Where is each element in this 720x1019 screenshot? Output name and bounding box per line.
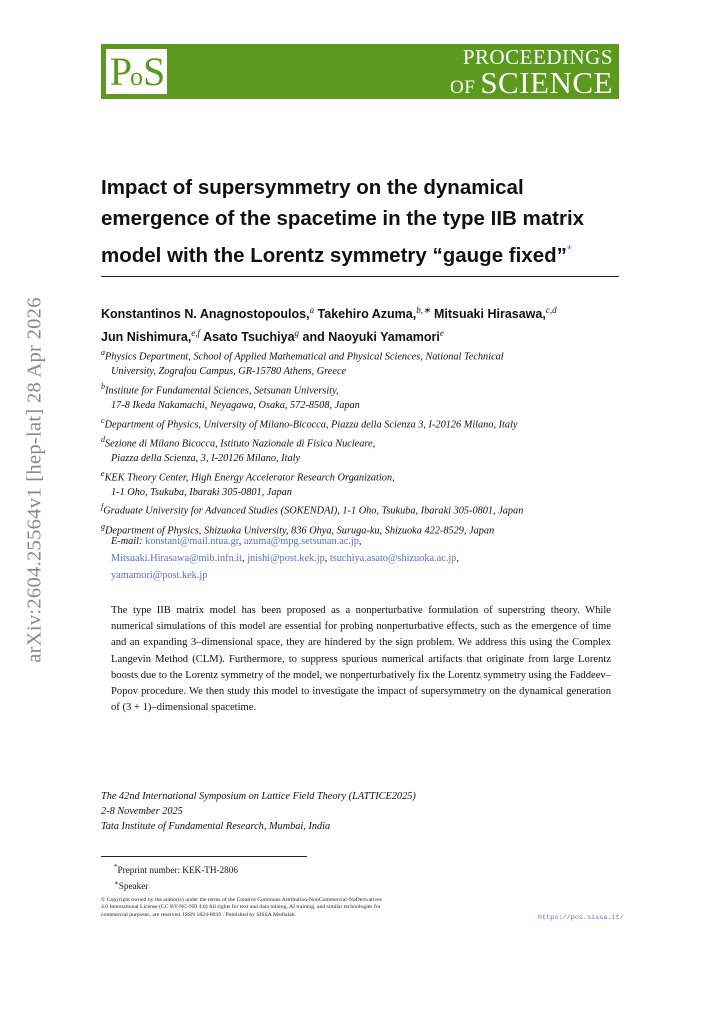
affil-text: 17-8 Ikeda Nakamachi, Neyagawa, Osaka, 572-8508, Japan — [111, 399, 360, 411]
author-name: Jun Nishimura, — [101, 330, 192, 345]
conference-venue: Tata Institute of Fundamental Research, Mumbai, India — [101, 821, 331, 832]
logo-letter-s: S — [143, 48, 164, 94]
pos-logo — [104, 47, 169, 96]
footnotes — [114, 861, 514, 892]
footnote-mark: ∗ — [114, 878, 119, 887]
email-link[interactable]: yamamori@post.kek.jp — [111, 570, 208, 581]
author-name: Asato Tsuchiya — [203, 330, 295, 345]
email-link[interactable]: konstant@mail.ntua.gr — [145, 536, 239, 547]
affil-mark: b — [101, 381, 105, 391]
author-name: Takehiro Azuma, — [317, 307, 417, 322]
footnote — [114, 861, 514, 877]
email-block — [111, 533, 621, 584]
affiliation — [101, 346, 631, 380]
footnote-divider — [101, 856, 307, 857]
affil-text: Institute for Fundamental Sciences, Setsunan University, — [105, 385, 339, 397]
affil-mark: f — [101, 502, 104, 512]
email-label: E-mail: — [111, 536, 143, 547]
footnote-mark: * — [114, 863, 118, 871]
title-line: Impact of supersymmetry on the dynamical — [101, 176, 524, 199]
author-affil-mark: e — [439, 328, 444, 339]
affil-text: 1-1 Oho, Tsukuba, Ibaraki 305-0801, Japan — [111, 486, 292, 498]
copyright-line: 4.0 International License (CC BY-NC-ND 4.0) All rights for text and data mining, AI training, and similar technologies for — [101, 904, 381, 911]
affil-text: Sezione di Milano Bicocca, Istituto Nazionale di Fisica Nucleare, — [105, 438, 376, 450]
author-affil-mark: a — [309, 305, 315, 315]
affil-mark: a — [101, 348, 105, 357]
brand-of: OF — [450, 77, 476, 98]
brand-line-science — [450, 65, 613, 101]
affil-mark: e — [101, 468, 105, 478]
title-divider — [101, 276, 619, 277]
affiliation — [101, 467, 631, 501]
author-affil-mark: e,f — [191, 328, 201, 339]
author-line — [101, 301, 631, 324]
affil-text: Physics Department, School of Applied Mathematical and Physical Sciences, National Technical — [105, 351, 504, 363]
footnote-text: Preprint number: KEK-TH-2806 — [117, 865, 238, 876]
brand-line-proceedings: PROCEEDINGS — [462, 45, 613, 69]
email-link[interactable]: azuma@mpg.setsunan.ac.jp — [243, 536, 359, 547]
affil-text: Graduate University for Advanced Studies (SOKENDAI), 1-1 Oho, Tsukuba, Ibaraki 305-0801, Japan — [103, 505, 524, 517]
copyright-notice — [101, 897, 481, 919]
conference-info — [101, 789, 601, 834]
author-affil-mark: g — [294, 328, 300, 339]
affil-text: Piazza della Scienza, 3, I-20126 Milano, Italy — [111, 452, 301, 464]
author-name: Mitsuaki Hirasawa, — [433, 307, 546, 322]
affil-text: Department of Physics, University of Milano-Bicocca, Piazza della Scienza 3, I-20126 Milano, Italy — [104, 419, 518, 431]
affil-mark: d — [101, 434, 105, 444]
email-link[interactable]: jnishi@post.kek.jp — [247, 553, 325, 564]
brand-science: SCIENCE — [480, 65, 613, 100]
paper-title — [101, 172, 619, 271]
email-link[interactable]: Mitsuaki.Hirasawa@mib.infn.it — [111, 553, 243, 564]
affiliation — [101, 433, 631, 467]
email-line: Mitsuaki.Hirasawa@mib.infn.it, jnishi@post.kek.jp, tsuchiya.asato@shizuoka.ac.jp, — [111, 553, 459, 564]
arxiv-side-stamp: arXiv:2604.25564v1 [hep-lat] 28 Apr 2026 — [23, 297, 46, 663]
logo-letter-p: P — [109, 48, 130, 94]
pos-header-banner — [101, 44, 619, 99]
affiliation — [101, 414, 631, 433]
pos-url-link[interactable]: https://pos.sissa.it/ — [538, 914, 624, 922]
author-name: Naoyuki Yamamori — [328, 330, 440, 345]
affiliation — [101, 500, 631, 519]
author-name: Konstantinos N. Anagnostopoulos, — [101, 307, 310, 322]
title-line — [101, 234, 619, 271]
abstract-text: The type IIB matrix model has been proposed as a nonperturbative formulation of superstring theory. While numerical simulations of this model are essential for probing nonperturbative effects, such as the emergence of time and an expanding 3–dimensional space, they are hindered by the sign problem. We address this using the Complex Langevin Method (CLM). Furthermore, to suppress spurious numerical artifacts that originate from large Lorentz boosts due to the Lorentz symmetry of the model, we nonperturbatively fix the Lorentz symmetry using the Faddeev–Popov procedure. We then study this model to investigate the impact of supersymmetry on the dynamical generation of (3 + 1)–dimensional spacetime. — [111, 605, 611, 714]
affil-text: Department of Physics, Shizuoka University, 836 Ohya, Suruga-ku, Shizuoka 422-8529, Japan — [105, 524, 495, 536]
copyright-line: © Copyright owned by the author(s) under the terms of the Creative Commons Attribution-NonCommercial-NoDerivatives — [101, 897, 382, 903]
author-and: and — [302, 330, 325, 345]
title-line: emergence of the spacetime in the type IIB matrix — [101, 207, 585, 230]
author-affil-mark: b,∗ — [416, 305, 431, 315]
affiliation-list — [101, 346, 631, 539]
title-footnote-mark[interactable]: * — [566, 242, 572, 257]
email-line: E-mail: konstant@mail.ntua.gr, azuma@mpg.setsunan.ac.jp, — [111, 536, 362, 547]
logo-letter-o: o — [130, 61, 143, 91]
footnote-text: Speaker — [118, 880, 149, 891]
affil-text: University, Zografou Campus, GR-15780 Athens, Greece — [111, 366, 347, 378]
author-list — [101, 301, 631, 347]
author-line — [101, 324, 631, 347]
email-link[interactable]: tsuchiya.asato@shizuoka.ac.jp — [329, 553, 457, 564]
affiliation — [101, 380, 631, 414]
affil-text: KEK Theory Center, High Energy Accelerator Research Organization, — [104, 472, 395, 484]
footnote — [114, 877, 514, 893]
copyright-line: commercial purposes, are reserved. ISSN 1824-8039 . Published by SISSA Medialab. — [101, 911, 296, 918]
conference-dates: 2-8 November 2025 — [101, 806, 183, 817]
title-line-text: model with the Lorentz symmetry “gauge fixed” — [101, 243, 567, 267]
affil-mark: c — [101, 415, 105, 425]
author-affil-mark: c,d — [545, 305, 557, 315]
email-line — [111, 567, 621, 584]
affil-mark: g — [101, 521, 105, 531]
conference-name: The 42nd International Symposium on Lattice Field Theory (LATTICE2025) — [101, 791, 416, 802]
